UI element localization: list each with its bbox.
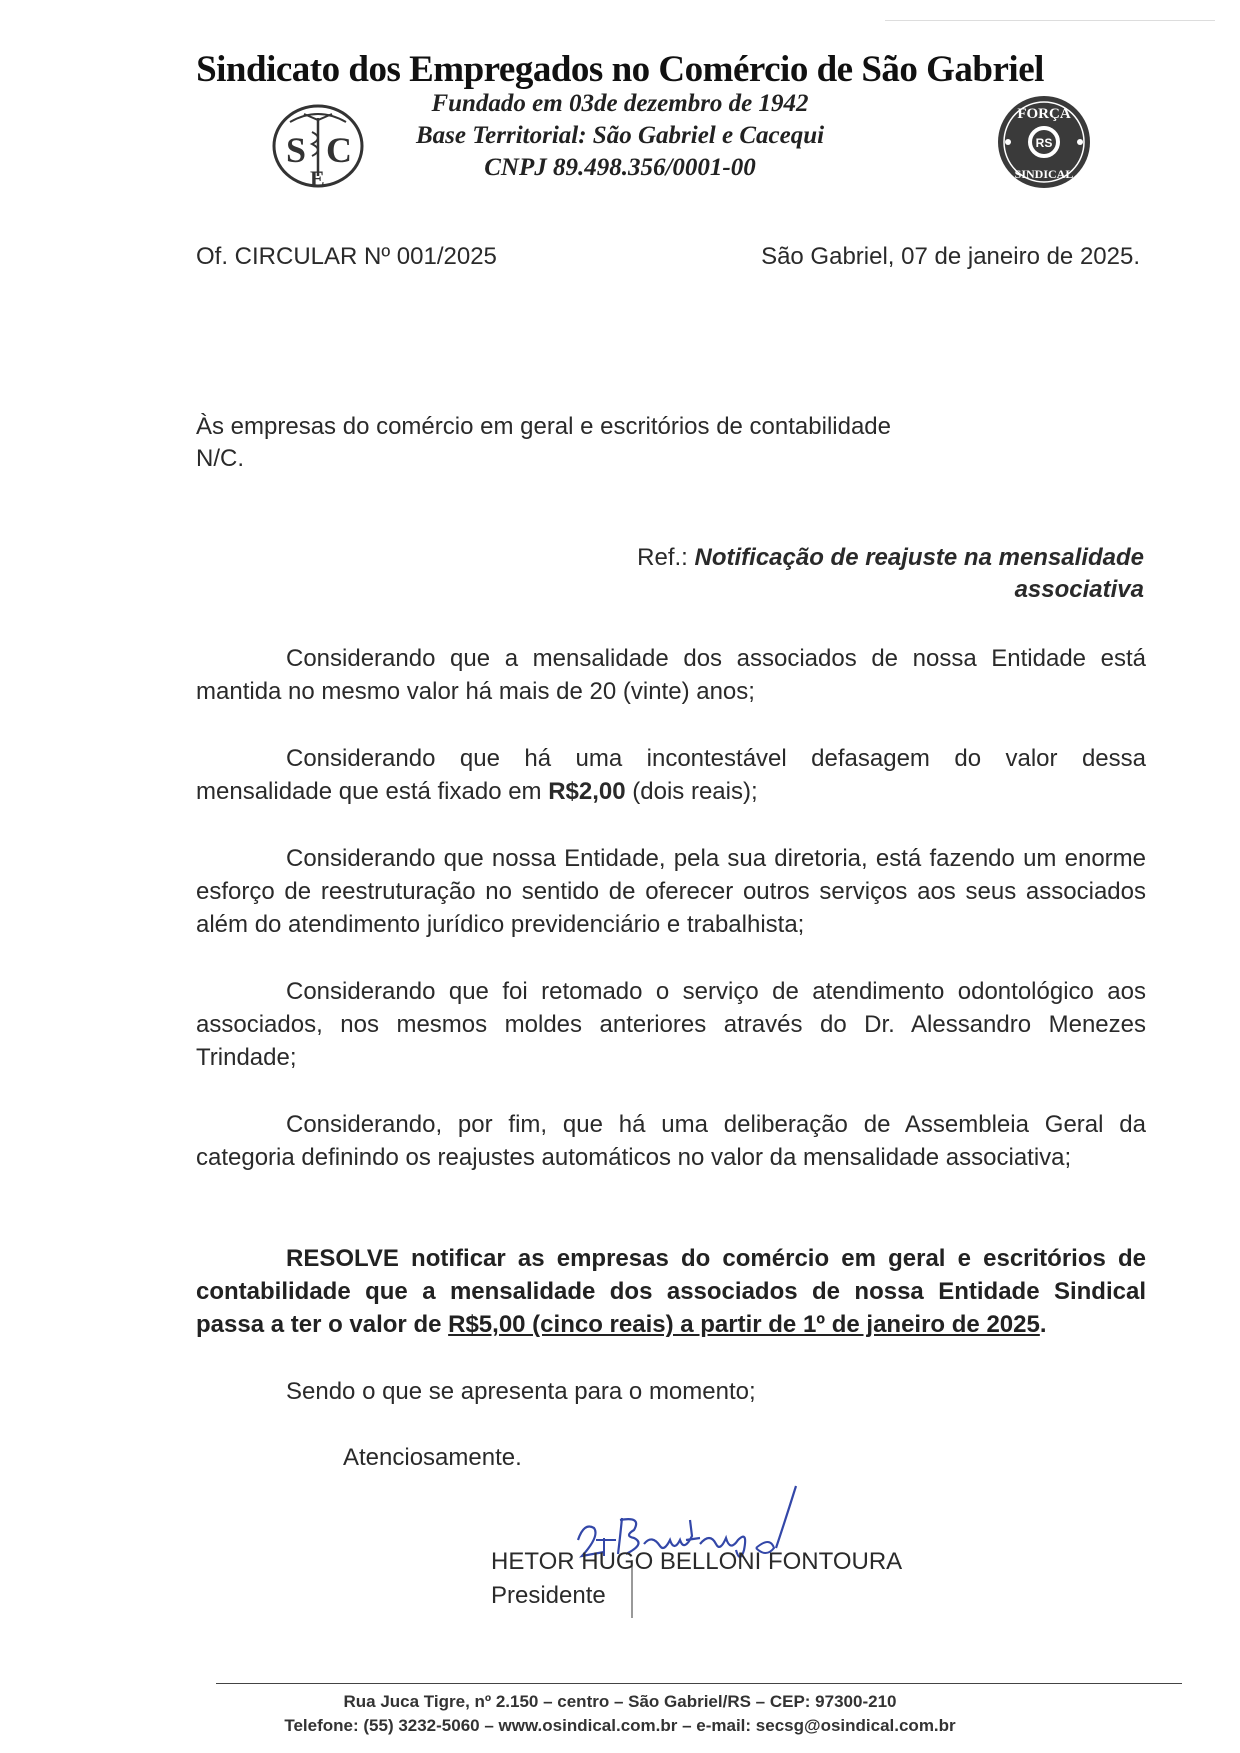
paragraph-1: [196, 642, 1146, 708]
resolution-end: .: [1039, 1311, 1047, 1338]
svg-text:FORÇA: FORÇA: [1017, 106, 1071, 122]
resolution-paragraph: [196, 1242, 1146, 1341]
paragraph-5-text: Considerando, por fim, que há uma deliberação de Assembleia Geral da categoria definindo os reajustes automáticos no valor da mensalidade associativa;: [196, 1111, 1146, 1171]
paragraph-3-text: Considerando que nossa Entidade, pela sua diretoria, está fazendo um enorme esforço de reestruturação no sentido de oferecer outros serviços aos seus associados além do atendimento jurídico previdenciário e trabalhista;: [196, 845, 1146, 938]
paragraph-2-text: Considerando que há uma incontestável defasagem do valor dessa mensalidade que está fixado em: [196, 745, 1146, 805]
footer-address: Rua Juca Tigre, nº 2.150 – centro – São Gabriel/RS – CEP: 97300-210: [343, 1692, 897, 1711]
svg-text:E: E: [310, 166, 325, 191]
new-fee-value: R$5,00 (cinco reais) a partir de 1º de janeiro de 2025: [448, 1311, 1040, 1338]
organization-title: Sindicato dos Empregados no Comércio de São Gabriel: [196, 49, 1044, 90]
current-fee-value: R$2,00: [548, 778, 626, 805]
circular-number: Of. CIRCULAR Nº 001/2025: [196, 243, 497, 270]
paragraph-2-end: (dois reais);: [625, 778, 758, 805]
footer-contact: Telefone: (55) 3232-5060 – www.osindical.com.br – e-mail: secsg@osindical.com.br: [284, 1716, 956, 1735]
scan-edge-line: [885, 20, 1215, 21]
salutation: Atenciosamente.: [343, 1444, 522, 1471]
subject-line: [600, 542, 1144, 606]
territory-line: Base Territorial: São Gabriel e Cacequi: [415, 122, 825, 149]
signer-title: Presidente: [491, 1582, 606, 1609]
svg-text:RS: RS: [1035, 136, 1053, 150]
paragraph-5: [196, 1108, 1146, 1174]
paragraph-3: [196, 842, 1146, 941]
paragraph-1-text: Considerando que a mensalidade dos associados de nossa Entidade está mantida no mesmo valor há mais de 20 (vinte) anos;: [196, 645, 1146, 705]
ref-label: Ref.:: [637, 544, 695, 571]
paragraph-4-text: Considerando que foi retomado o serviço de atendimento odontológico aos associados, nos mesmos moldes anteriores através do Dr. Alessandro Menezes Trindade;: [196, 978, 1146, 1071]
svg-text:C: C: [326, 130, 352, 170]
resolution-text: RESOLVE notificar as empresas do comércio em geral e escritórios de contabilidade que a mensalidade dos associados de nossa Entidade Sindical passa a ter o valor de: [196, 1245, 1146, 1338]
place-date: São Gabriel, 07 de janeiro de 2025.: [761, 243, 1140, 270]
svg-text:SINDICAL: SINDICAL: [1014, 167, 1074, 181]
cnpj-line: CNPJ 89.498.356/0001-00: [484, 154, 756, 181]
ref-subject: Notificação de reajuste na mensalidade associativa: [694, 544, 1144, 603]
sec-logo: [268, 96, 368, 196]
forca-sindical-logo: [994, 92, 1094, 192]
closing-line: Sendo o que se apresenta para o momento;: [286, 1378, 756, 1405]
recipient-nc: N/C.: [196, 445, 244, 472]
founded-line: Fundado em 03de dezembro de 1942: [431, 90, 809, 117]
signer-name: HETOR HUGO BELLONI FONTOURA: [491, 1548, 903, 1575]
footer-divider: [216, 1683, 1182, 1684]
svg-text:S: S: [286, 130, 307, 170]
recipient-line: Às empresas do comércio em geral e escritórios de contabilidade: [196, 413, 892, 440]
paragraph-4: [196, 975, 1146, 1074]
paragraph-2: [196, 742, 1146, 808]
